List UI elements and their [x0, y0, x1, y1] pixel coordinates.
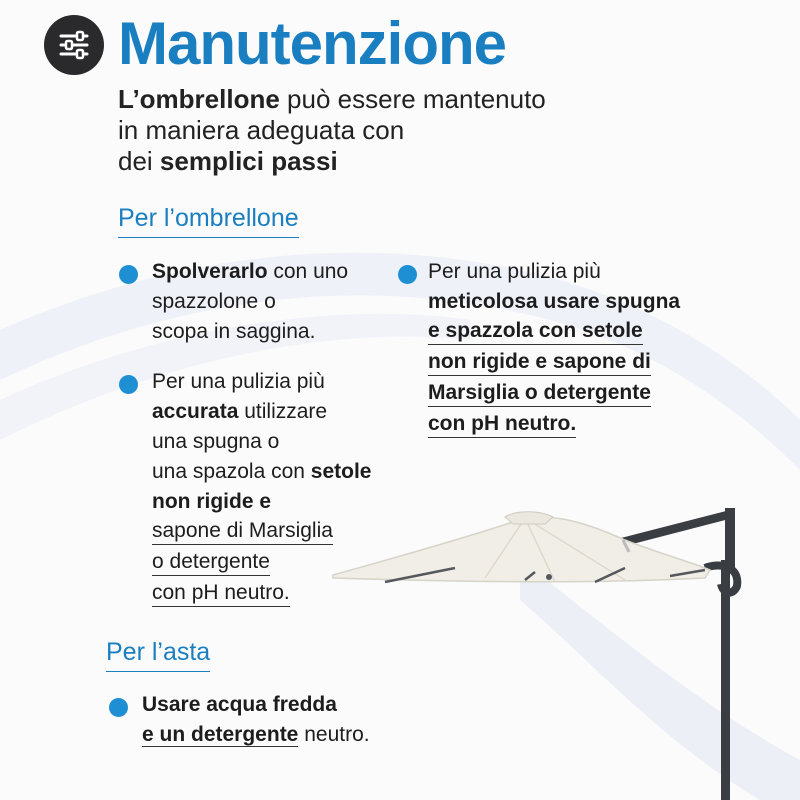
bullet-icon: [109, 698, 128, 717]
section-title-umbrella: Per l’ombrellone: [118, 202, 299, 238]
umbrella-step-2: Per una pulizia più accurata utilizzare una spugna o una spazola con setole non rigide e sapone di Marsiglia o detergente con pH neutro.: [152, 367, 372, 610]
pole-step-1: Usare acqua fredda e un detergente neutro.: [142, 693, 370, 746]
page-title: Manutenzione: [118, 10, 506, 77]
bullet-icon: [119, 265, 138, 284]
umbrella-step-3: Per una pulizia più meticolosa usare spugna e spazzola con setole non rigide e sapone di Marsiglia o detergente con pH neutro.: [428, 257, 680, 441]
intro-text: L’ombrellone può essere mantenuto in maniera adeguata con dei semplici passi: [118, 84, 546, 176]
bullet-icon: [119, 375, 138, 394]
sliders-icon: [44, 15, 104, 75]
section-title-pole: Per l’asta: [106, 636, 210, 672]
umbrella-step-1: Spolverarlo con uno spazzolone o scopa in saggina.: [152, 260, 349, 343]
bullet-icon: [398, 265, 417, 284]
